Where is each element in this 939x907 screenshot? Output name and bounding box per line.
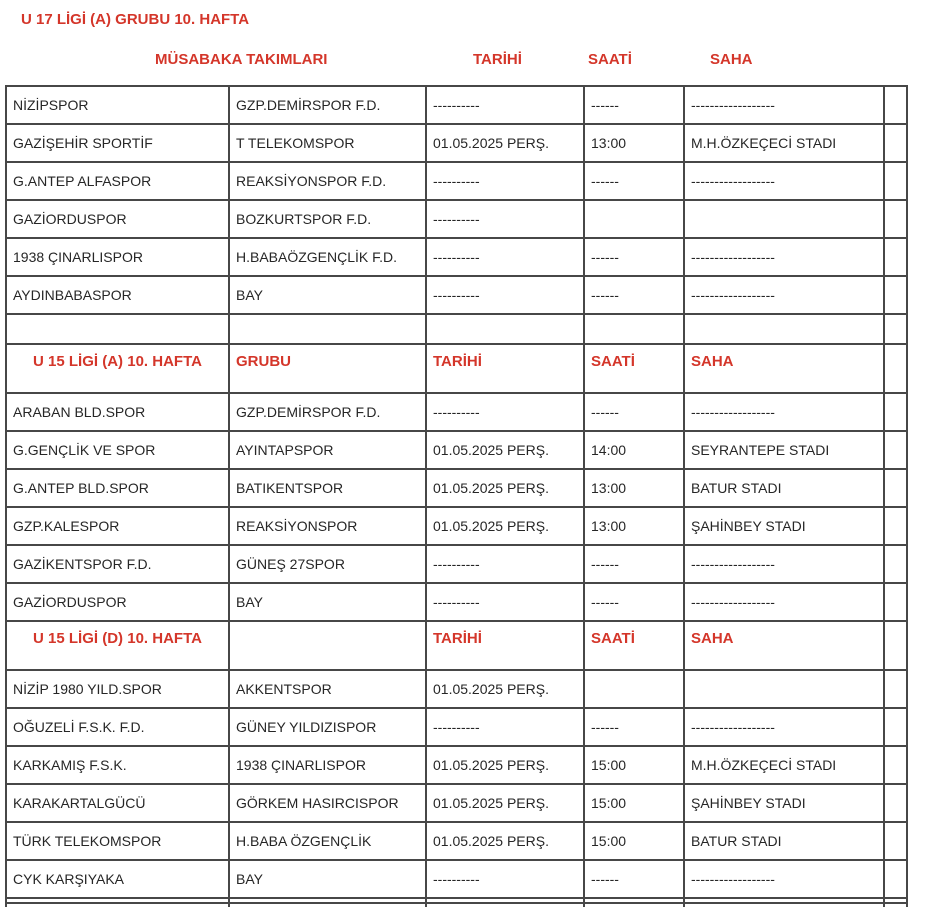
time-cell: 13:00 — [584, 469, 684, 507]
home-team-cell: G.GENÇLİK VE SPOR — [6, 431, 229, 469]
note-stub-cell — [884, 903, 907, 907]
home-team-cell: GAZİORDUSPOR — [6, 583, 229, 621]
home-team-cell: ARABAN BLD.SPOR — [6, 393, 229, 431]
fixture-row — [6, 393, 907, 431]
time-cell: ------ — [584, 545, 684, 583]
date-header-cell: TARİHİ — [426, 621, 584, 670]
venue-cell: ------------------ — [684, 393, 884, 431]
home-team-cell: KARKAMIŞ F.S.K. — [6, 746, 229, 784]
time-cell: 14:00 — [584, 431, 684, 469]
home-team-cell: GAZİŞEHİR SPORTİF — [6, 124, 229, 162]
note-header-cell — [884, 344, 907, 393]
venue-cell: M.H.ÖZKEÇECİ STADI — [684, 746, 884, 784]
fixture-row — [6, 276, 907, 314]
date-cell: 01.05.2025 PERŞ. — [426, 124, 584, 162]
fixture-row — [6, 124, 907, 162]
fixture-row — [6, 860, 907, 898]
time-header-cell: SAATİ — [584, 621, 684, 670]
away-team-cell: H.BABAÖZGENÇLİK F.D. — [229, 238, 426, 276]
note-spacer-cell — [884, 314, 907, 344]
spacer-row — [6, 314, 907, 344]
time-cell: 13:00 — [584, 507, 684, 545]
venue-cell: ------------------ — [684, 583, 884, 621]
fixture-row — [6, 162, 907, 200]
fixture-row — [6, 822, 907, 860]
date-cell: 01.05.2025 PERŞ. — [426, 670, 584, 708]
fixture-row — [6, 670, 907, 708]
home-team-cell: G.ANTEP BLD.SPOR — [6, 469, 229, 507]
note-cell — [884, 124, 907, 162]
time-cell: 13:00 — [584, 124, 684, 162]
note-cell — [884, 708, 907, 746]
time-cell: ------ — [584, 276, 684, 314]
fixture-row — [6, 746, 907, 784]
note-cell — [884, 393, 907, 431]
date-cell: ---------- — [426, 162, 584, 200]
date-cell: ---------- — [426, 393, 584, 431]
note-cell — [884, 583, 907, 621]
note-cell — [884, 545, 907, 583]
date-cell: 01.05.2025 PERŞ. — [426, 822, 584, 860]
home-team-spacer-cell — [6, 314, 229, 344]
venue-stub-cell — [684, 903, 884, 907]
column-header-time: SAATİ — [588, 51, 632, 68]
away-team-cell: BAY — [229, 860, 426, 898]
venue-cell: ------------------ — [684, 708, 884, 746]
time-cell: 15:00 — [584, 784, 684, 822]
column-header-venue: SAHA — [710, 51, 753, 68]
home-team-cell: OĞUZELİ F.S.K. F.D. — [6, 708, 229, 746]
note-cell — [884, 860, 907, 898]
venue-cell: SEYRANTEPE STADI — [684, 431, 884, 469]
section-header-row — [6, 344, 907, 393]
away-team-cell: GÜNEŞ 27SPOR — [229, 545, 426, 583]
time-cell: ------ — [584, 860, 684, 898]
away-team-cell: GÜNEY YILDIZISPOR — [229, 708, 426, 746]
venue-header-cell: SAHA — [684, 344, 884, 393]
away-team-header-cell — [229, 621, 426, 670]
date-cell: ---------- — [426, 86, 584, 124]
time-cell: ------ — [584, 238, 684, 276]
time-spacer-cell — [584, 314, 684, 344]
note-cell — [884, 822, 907, 860]
date-cell: ---------- — [426, 708, 584, 746]
time-cell — [584, 200, 684, 238]
home-team-header-cell: U 15 LİGİ (D) 10. HAFTA — [6, 621, 229, 670]
note-cell — [884, 200, 907, 238]
note-cell — [884, 276, 907, 314]
date-cell: 01.05.2025 PERŞ. — [426, 507, 584, 545]
time-cell: ------ — [584, 86, 684, 124]
venue-cell — [684, 200, 884, 238]
home-team-cell: TÜRK TELEKOMSPOR — [6, 822, 229, 860]
fixture-row — [6, 784, 907, 822]
date-cell: 01.05.2025 PERŞ. — [426, 746, 584, 784]
venue-cell: ------------------ — [684, 162, 884, 200]
time-cell: ------ — [584, 162, 684, 200]
time-cell: ------ — [584, 393, 684, 431]
date-cell: 01.05.2025 PERŞ. — [426, 431, 584, 469]
fixture-row — [6, 431, 907, 469]
date-cell: ---------- — [426, 200, 584, 238]
column-header-date: TARİHİ — [473, 51, 522, 68]
venue-cell: ------------------ — [684, 276, 884, 314]
home-team-cell: AYDINBABASPOR — [6, 276, 229, 314]
home-team-cell: GAZİORDUSPOR — [6, 200, 229, 238]
away-team-cell: BAY — [229, 276, 426, 314]
time-cell: ------ — [584, 583, 684, 621]
page-title: U 17 LİGİ (A) GRUBU 10. HAFTA — [21, 11, 250, 28]
away-team-cell: BATIKENTSPOR — [229, 469, 426, 507]
fixture-row — [6, 86, 907, 124]
time-cell: 15:00 — [584, 746, 684, 784]
column-header-teams: MÜSABAKA TAKIMLARI — [155, 51, 328, 68]
date-cell: ---------- — [426, 238, 584, 276]
home-team-cell: NİZİP 1980 YILD.SPOR — [6, 670, 229, 708]
date-cell: ---------- — [426, 545, 584, 583]
venue-cell — [684, 670, 884, 708]
away-team-cell: AKKENTSPOR — [229, 670, 426, 708]
away-team-cell: BOZKURTSPOR F.D. — [229, 200, 426, 238]
fixture-row — [6, 469, 907, 507]
away-team-cell: GZP.DEMİRSPOR F.D. — [229, 86, 426, 124]
home-team-cell: G.ANTEP ALFASPOR — [6, 162, 229, 200]
home-team-header-cell: U 15 LİGİ (A) 10. HAFTA — [6, 344, 229, 393]
time-cell: 15:00 — [584, 822, 684, 860]
note-cell — [884, 746, 907, 784]
time-header-cell: SAATİ — [584, 344, 684, 393]
home-team-cell: GZP.KALESPOR — [6, 507, 229, 545]
away-team-spacer-cell — [229, 314, 426, 344]
section-header-row — [6, 621, 907, 670]
stub-row — [6, 903, 907, 907]
note-cell — [884, 784, 907, 822]
home-team-cell: KARAKARTALGÜCÜ — [6, 784, 229, 822]
home-team-cell: CYK KARŞIYAKA — [6, 860, 229, 898]
venue-cell: ------------------ — [684, 545, 884, 583]
venue-cell: BATUR STADI — [684, 469, 884, 507]
away-team-stub-cell — [229, 903, 426, 907]
venue-header-cell: SAHA — [684, 621, 884, 670]
venue-cell: BATUR STADI — [684, 822, 884, 860]
away-team-header-cell: GRUBU — [229, 344, 426, 393]
note-cell — [884, 86, 907, 124]
time-stub-cell — [584, 903, 684, 907]
date-cell: ---------- — [426, 860, 584, 898]
note-cell — [884, 670, 907, 708]
venue-cell: ------------------ — [684, 86, 884, 124]
away-team-cell: AYINTAPSPOR — [229, 431, 426, 469]
note-cell — [884, 162, 907, 200]
date-stub-cell — [426, 903, 584, 907]
fixture-row — [6, 583, 907, 621]
away-team-cell: REAKSİYONSPOR F.D. — [229, 162, 426, 200]
date-cell: 01.05.2025 PERŞ. — [426, 784, 584, 822]
fixture-row — [6, 708, 907, 746]
fixture-row — [6, 200, 907, 238]
venue-cell: ŞAHİNBEY STADI — [684, 507, 884, 545]
date-cell: ---------- — [426, 583, 584, 621]
fixtures-table-body — [6, 86, 907, 907]
fixture-row — [6, 238, 907, 276]
home-team-cell: NİZİPSPOR — [6, 86, 229, 124]
fixture-row — [6, 507, 907, 545]
date-cell: ---------- — [426, 276, 584, 314]
date-cell: 01.05.2025 PERŞ. — [426, 469, 584, 507]
away-team-cell: 1938 ÇINARLISPOR — [229, 746, 426, 784]
venue-cell: ------------------ — [684, 238, 884, 276]
note-cell — [884, 469, 907, 507]
date-header-cell: TARİHİ — [426, 344, 584, 393]
home-team-stub-cell — [6, 903, 229, 907]
venue-spacer-cell — [684, 314, 884, 344]
note-header-cell — [884, 621, 907, 670]
venue-cell: ------------------ — [684, 860, 884, 898]
away-team-cell: T TELEKOMSPOR — [229, 124, 426, 162]
time-cell — [584, 670, 684, 708]
home-team-cell: GAZİKENTSPOR F.D. — [6, 545, 229, 583]
fixtures-table — [5, 85, 908, 907]
date-spacer-cell — [426, 314, 584, 344]
away-team-cell: GZP.DEMİRSPOR F.D. — [229, 393, 426, 431]
fixture-row — [6, 545, 907, 583]
venue-cell: M.H.ÖZKEÇECİ STADI — [684, 124, 884, 162]
away-team-cell: H.BABA ÖZGENÇLİK — [229, 822, 426, 860]
note-cell — [884, 431, 907, 469]
time-cell: ------ — [584, 708, 684, 746]
note-cell — [884, 238, 907, 276]
away-team-cell: REAKSİYONSPOR — [229, 507, 426, 545]
note-cell — [884, 507, 907, 545]
away-team-cell: GÖRKEM HASIRCISPOR — [229, 784, 426, 822]
home-team-cell: 1938 ÇINARLISPOR — [6, 238, 229, 276]
away-team-cell: BAY — [229, 583, 426, 621]
venue-cell: ŞAHİNBEY STADI — [684, 784, 884, 822]
